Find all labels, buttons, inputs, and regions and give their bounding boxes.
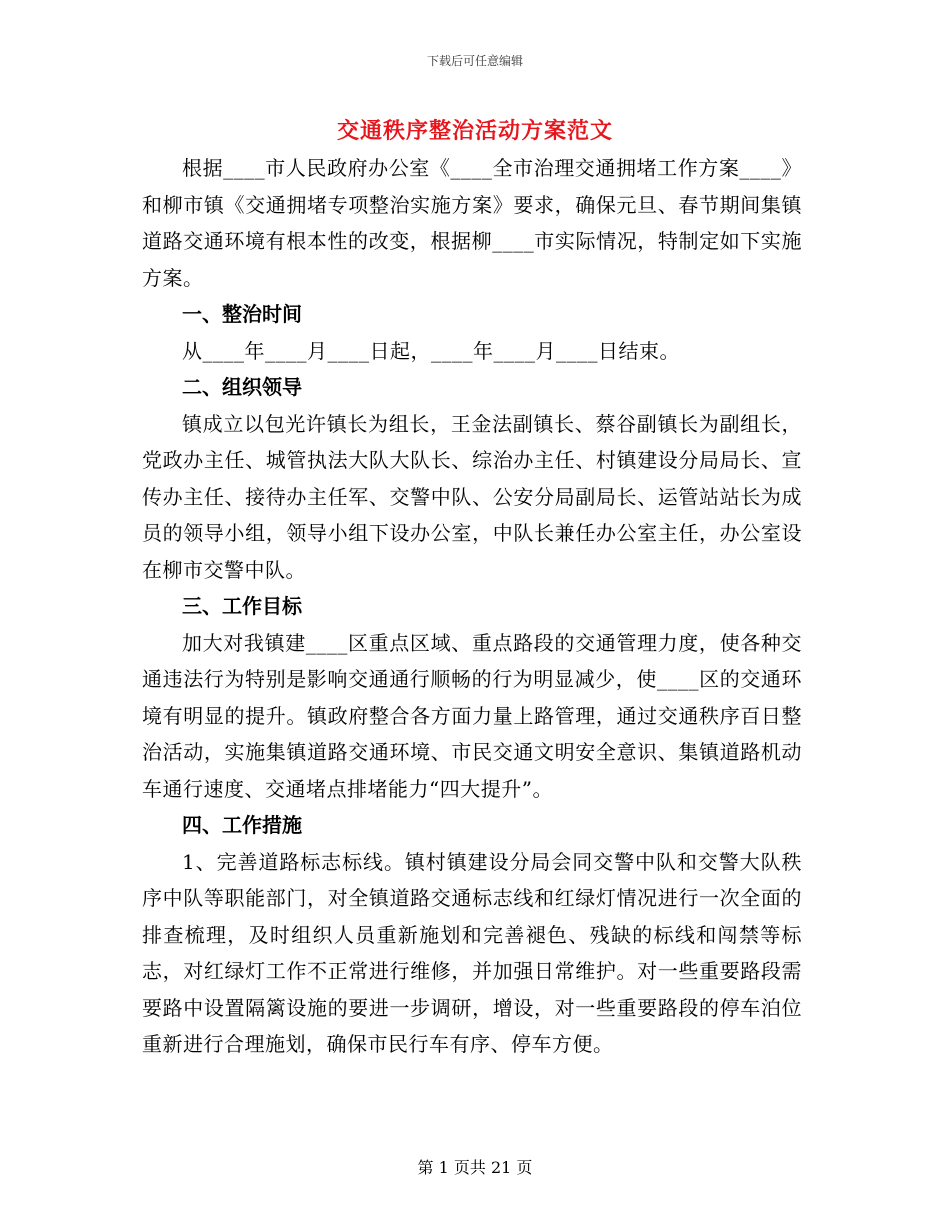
section-heading-goals: 三、工作目标 <box>182 594 302 618</box>
section-paragraph-leadership: 镇成立以包光许镇长为组长，王金法副镇长、蔡谷副镇长为副组长，党政办主任、城管执法大队大队长、综治办主任、村镇建设分局局长、宣传办主任、接待办主任军、交警中队、公安分局副局长、运管站站长为成员的领导小组，领导小组下设办公室，中队长兼任办公室主任，办公室设在柳市交警中队。 <box>142 411 802 582</box>
document-title: 交通秩序整治活动方案范文 <box>336 118 613 144</box>
document-body <box>142 150 802 1063</box>
section-paragraph-time: 从____年____月____日起，____年____月____日结束。 <box>182 338 680 363</box>
section-heading-time: 一、整治时间 <box>182 302 302 326</box>
section-heading-leadership: 二、组织领导 <box>182 375 302 399</box>
intro-paragraph: 根据____市人民政府办公室《____全市治理交通拥堵工作方案____》和柳市镇《交通拥堵专项整治实施方案》要求，确保元旦、春节期间集镇道路交通环境有根本性的改变，根据柳____市实际情况，特制定如下实施方案。 <box>142 156 802 290</box>
section-paragraph-goals: 加大对我镇建____区重点区域、重点路段的交通管理力度，使各种交通违法行为特别是影响交通通行顺畅的行为明显减少，使____区的交通环境有明显的提升。镇政府整合各方面力量上路管理，通过交通秩序百日整治活动，实施集镇道路交通环境、市民交通文明安全意识、集镇道路机动车通行速度、交通堵点排堵能力“四大提升”。 <box>142 630 802 801</box>
header-note: 下载后可任意编辑 <box>426 54 523 68</box>
section-paragraph-measures: 1、完善道路标志标线。镇村镇建设分局会同交警中队和交警大队秩序中队等职能部门，对全镇道路交通标志线和红绿灯情况进行一次全面的排查梳理，及时组织人员重新施划和完善褪色、残缺的标线和闯禁等标志，对红绿灯工作不正常进行维修，并加强日常维护。对一些重要路段需要路中设置隔篱设施的要进一步调研，增设，对一些重要路段的停车泊位重新进行合理施划，确保市民行车有序、停车方便。 <box>142 849 802 1056</box>
section-heading-measures: 四、工作措施 <box>182 813 302 837</box>
page-number-footer: 第 1 页共 21 页 <box>417 1158 533 1177</box>
